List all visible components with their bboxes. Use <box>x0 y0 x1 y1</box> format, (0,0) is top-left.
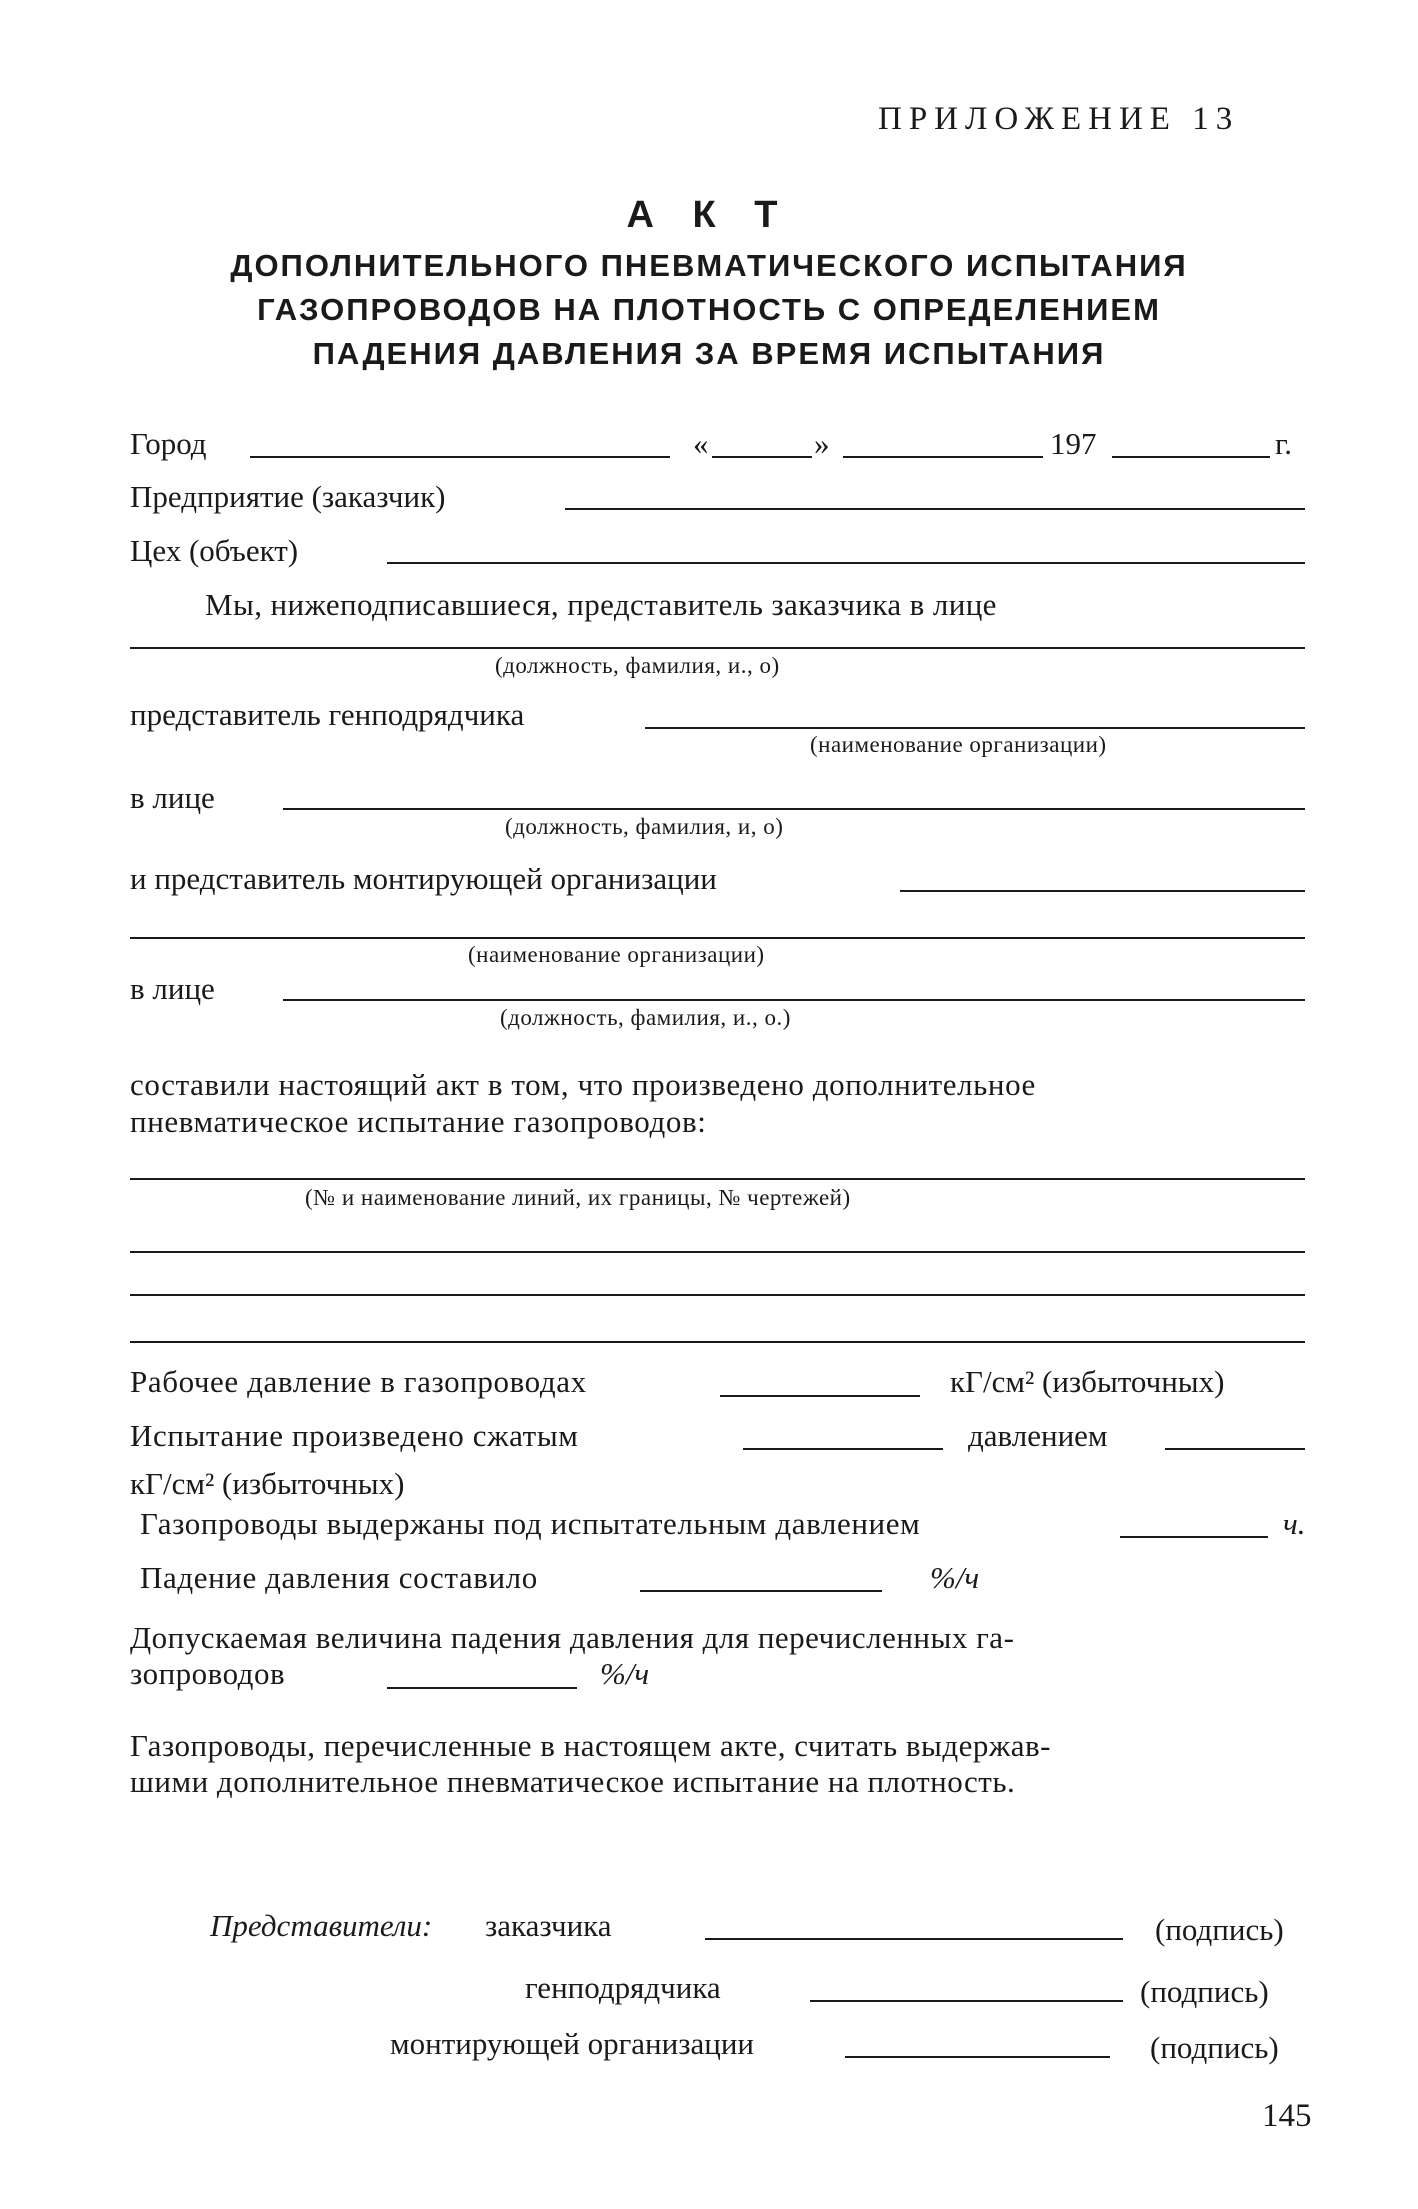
allowed-line-2: зопроводов <box>130 1656 286 1691</box>
drop-unit: %/ч <box>930 1560 980 1595</box>
pipelines-field-line-2[interactable] <box>130 1251 1305 1253</box>
customer-rep-field-line[interactable] <box>130 647 1305 649</box>
caption-customer: (должность, фамилия, и., о) <box>495 653 780 678</box>
installer-person-field-line[interactable] <box>283 999 1305 1001</box>
pipelines-field-line-1[interactable] <box>130 1178 1305 1180</box>
pressure-word: давлением <box>968 1418 1108 1453</box>
installer-signature-caption: (подпись) <box>1150 2030 1279 2065</box>
allowed-field-line[interactable] <box>387 1687 577 1689</box>
quote-close: » <box>814 426 830 461</box>
year-field-line[interactable] <box>1112 456 1270 458</box>
subtitle-line-2: ГАЗОПРОВОДОВ НА ПЛОТНОСТЬ С ОПРЕДЕЛЕНИЕМ <box>257 292 1161 327</box>
installer-field-line-1[interactable] <box>900 890 1305 892</box>
compiled-line-2: пневматическое испытание газопроводов: <box>130 1104 707 1139</box>
test-label: Испытание произведено сжатым <box>130 1418 579 1453</box>
subtitle-line-1: ДОПОЛНИТЕЛЬНОГО ПНЕВМАТИЧЕСКОГО ИСПЫТАНИЯ <box>230 248 1188 283</box>
customer-signature-label: заказчика <box>485 1908 612 1943</box>
customer-signature-line[interactable] <box>705 1938 1123 1940</box>
representatives-label: Представители: <box>210 1908 433 1943</box>
installer-label: и представитель монтирующей организации <box>130 861 717 896</box>
caption-org-1: (наименование организации) <box>810 732 1107 757</box>
allowed-line-1: Допускаемая величина падения давления для перечисленных га- <box>130 1620 1015 1655</box>
enterprise-field-line[interactable] <box>565 508 1305 510</box>
in-person-label-1: в лице <box>130 780 215 815</box>
year-prefix: 197 <box>1050 426 1097 461</box>
compiled-line-1: составили настоящий акт в том, что произведено дополнительное <box>130 1067 1036 1102</box>
caption-person-2: (должность, фамилия, и, о) <box>505 814 784 839</box>
year-suffix: г. <box>1275 426 1292 461</box>
gen-contractor-field-line[interactable] <box>645 727 1305 729</box>
gen-contractor-signature-line[interactable] <box>810 2000 1123 2002</box>
shop-field-line[interactable] <box>387 562 1305 564</box>
test-medium-field-line[interactable] <box>743 1448 943 1450</box>
page-number: 145 <box>1262 2098 1312 2134</box>
in-person-label-2: в лице <box>130 971 215 1006</box>
working-pressure-unit: кГ/см² (избыточных) <box>950 1364 1225 1399</box>
gen-contractor-label: представитель генподрядчика <box>130 697 525 732</box>
held-unit: ч. <box>1283 1506 1306 1541</box>
city-field-line[interactable] <box>250 456 670 458</box>
city-label: Город <box>130 426 207 461</box>
drop-field-line[interactable] <box>640 1590 882 1592</box>
working-pressure-field-line[interactable] <box>720 1395 920 1397</box>
document-title: А К Т <box>626 194 792 236</box>
held-label: Газопроводы выдержаны под испытательным давлением <box>140 1506 921 1541</box>
caption-lines: (№ и наименование линий, их границы, № чертежей) <box>305 1185 851 1210</box>
gen-contractor-signature-label: генподрядчика <box>525 1970 721 2005</box>
day-field-line[interactable] <box>712 456 812 458</box>
working-pressure-label: Рабочее давление в газопроводах <box>130 1364 587 1399</box>
test-pressure-unit: кГ/см² (избыточных) <box>130 1466 405 1501</box>
installer-signature-label: монтирующей организации <box>390 2026 754 2061</box>
installer-signature-line[interactable] <box>845 2056 1110 2058</box>
gen-contractor-signature-caption: (подпись) <box>1140 1974 1269 2009</box>
caption-person-3: (должность, фамилия, и., о.) <box>500 1005 791 1030</box>
subtitle-line-3: ПАДЕНИЯ ДАВЛЕНИЯ ЗА ВРЕМЯ ИСПЫТАНИЯ <box>312 336 1106 371</box>
caption-org-2: (наименование организации) <box>468 942 765 967</box>
held-hours-field-line[interactable] <box>1120 1536 1268 1538</box>
installer-field-line-2[interactable] <box>130 937 1305 939</box>
conclusion-line-1: Газопроводы, перечисленные в настоящем акте, считать выдержав- <box>130 1728 1052 1763</box>
appendix-label: ПРИЛОЖЕНИЕ 13 <box>878 101 1240 137</box>
enterprise-label: Предприятие (заказчик) <box>130 479 446 514</box>
gen-contractor-person-field-line[interactable] <box>283 808 1305 810</box>
allowed-unit: %/ч <box>600 1656 650 1691</box>
pipelines-field-line-4[interactable] <box>130 1341 1305 1343</box>
test-pressure-field-line[interactable] <box>1165 1448 1305 1450</box>
customer-signature-caption: (подпись) <box>1155 1912 1284 1947</box>
we-line: Мы, нижеподписавшиеся, представитель заказчика в лице <box>205 587 997 622</box>
shop-label: Цех (объект) <box>130 533 299 568</box>
drop-label: Падение давления составило <box>140 1560 538 1595</box>
month-field-line[interactable] <box>843 456 1043 458</box>
quote-open: « <box>693 426 709 461</box>
conclusion-line-2: шими дополнительное пневматическое испытание на плотность. <box>130 1764 1016 1799</box>
pipelines-field-line-3[interactable] <box>130 1294 1305 1296</box>
